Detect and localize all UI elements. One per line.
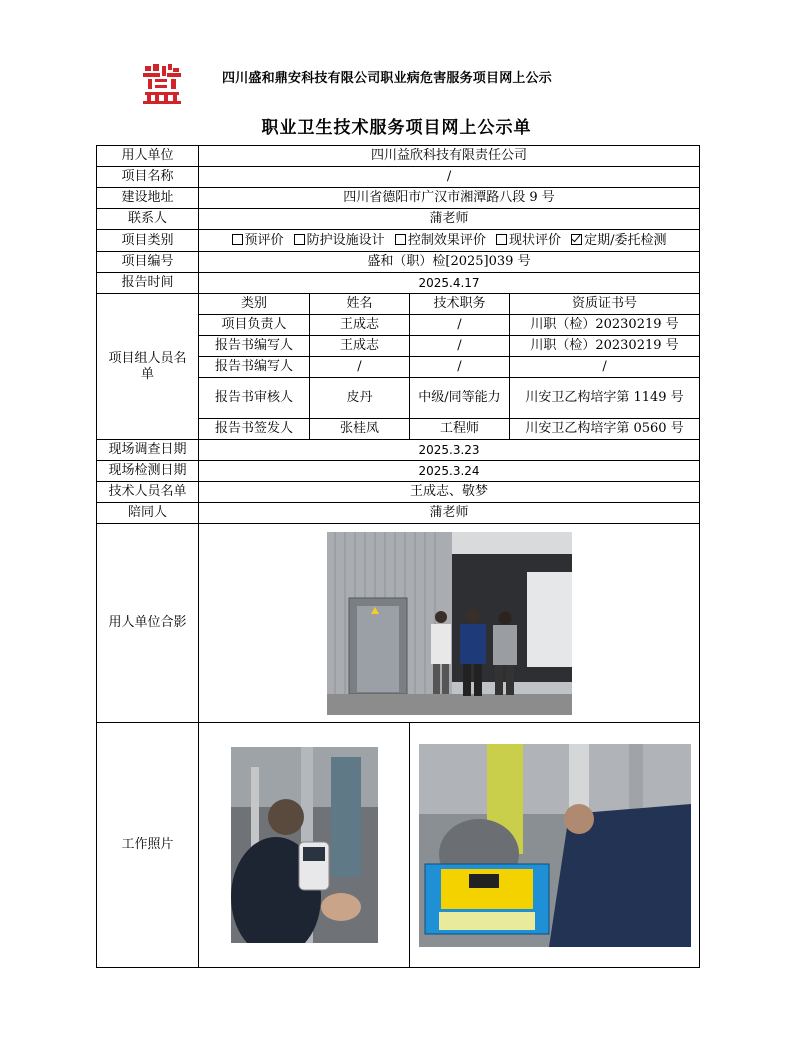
member-title: / xyxy=(410,315,510,336)
report-time-value: 2025.4.17 xyxy=(199,273,700,294)
team-header-row xyxy=(97,294,700,315)
option-label: 防护设施设计 xyxy=(306,232,385,248)
team-header-cert: 资质证书号 xyxy=(510,294,700,315)
row-contact xyxy=(97,209,700,230)
member-name: 王成志 xyxy=(310,336,410,357)
option-control-effect[interactable] xyxy=(395,233,486,248)
notice-table xyxy=(96,145,700,968)
address-label: 建设地址 xyxy=(97,188,199,209)
contact-label: 联系人 xyxy=(97,209,199,230)
shenghe-seal-logo-icon xyxy=(143,64,181,104)
project-name-value: / xyxy=(199,167,700,188)
project-type-options xyxy=(199,230,700,252)
row-address xyxy=(97,188,700,209)
work-photo-cell-1 xyxy=(199,723,410,968)
document-title: 职业卫生技术服务项目网上公示单 xyxy=(261,118,532,138)
member-cert: 川职（检）20230219 号 xyxy=(510,315,700,336)
project-no-label: 项目编号 xyxy=(97,252,199,273)
checkbox-control-effect[interactable] xyxy=(395,234,406,245)
member-role: 报告书签发人 xyxy=(199,419,310,440)
member-role: 报告书编写人 xyxy=(199,336,310,357)
option-status-evaluation[interactable] xyxy=(496,233,561,248)
team-header-role: 类别 xyxy=(199,294,310,315)
option-label: 预评价 xyxy=(244,232,284,248)
member-title: 工程师 xyxy=(410,419,510,440)
group-photo xyxy=(327,532,572,715)
checkbox-status-evaluation[interactable] xyxy=(496,234,507,245)
company-header-title: 四川盛和鼎安科技有限公司职业病危害服务项目网上公示 xyxy=(222,71,553,86)
row-technicians xyxy=(97,482,700,503)
option-periodic-detection[interactable] xyxy=(571,233,666,248)
option-protection-design[interactable] xyxy=(294,233,385,248)
row-group-photo xyxy=(97,524,700,723)
row-detect-date xyxy=(97,461,700,482)
row-escort xyxy=(97,503,700,524)
escort-value: 蒲老师 xyxy=(199,503,700,524)
team-header-title: 技术职务 xyxy=(410,294,510,315)
member-role: 报告书审核人 xyxy=(199,378,310,419)
checkbox-pre-evaluation[interactable] xyxy=(232,234,243,245)
survey-date-label: 现场调查日期 xyxy=(97,440,199,461)
work-photo-dust-sampler xyxy=(419,744,691,947)
project-no-value: 盛和（职）检[2025]039 号 xyxy=(199,252,700,273)
row-report-time xyxy=(97,273,700,294)
checkbox-protection-design[interactable] xyxy=(294,234,305,245)
group-photo-cell xyxy=(199,524,700,723)
member-title: 中级/同等能力 xyxy=(410,378,510,419)
member-name: 张桂凤 xyxy=(310,419,410,440)
group-photo-label: 用人单位合影 xyxy=(97,524,199,723)
work-photo-noise-meter xyxy=(231,747,378,943)
checkbox-periodic-detection[interactable] xyxy=(571,234,582,245)
technicians-label: 技术人员名单 xyxy=(97,482,199,503)
member-cert: / xyxy=(510,357,700,378)
member-cert: 川职（检）20230219 号 xyxy=(510,336,700,357)
row-project-name xyxy=(97,167,700,188)
member-cert: 川安卫乙构培字第 0560 号 xyxy=(510,419,700,440)
row-project-no xyxy=(97,252,700,273)
member-name: 王成志 xyxy=(310,315,410,336)
report-time-label: 报告时间 xyxy=(97,273,199,294)
row-survey-date xyxy=(97,440,700,461)
row-employer xyxy=(97,146,700,167)
option-label: 定期/委托检测 xyxy=(584,232,667,248)
option-label: 控制效果评价 xyxy=(407,232,486,248)
project-type-label: 项目类别 xyxy=(97,230,199,252)
detect-date-value: 2025.3.24 xyxy=(199,461,700,482)
project-name-label: 项目名称 xyxy=(97,167,199,188)
address-value: 四川省德阳市广汉市湘潭路八段 9 号 xyxy=(199,188,700,209)
member-role: 项目负责人 xyxy=(199,315,310,336)
row-work-photos xyxy=(97,723,700,968)
page-header xyxy=(0,58,793,108)
detect-date-label: 现场检测日期 xyxy=(97,461,199,482)
option-label: 现状评价 xyxy=(508,232,561,248)
escort-label: 陪同人 xyxy=(97,503,199,524)
survey-date-value: 2025.3.23 xyxy=(199,440,700,461)
member-role: 报告书编写人 xyxy=(199,357,310,378)
row-project-type xyxy=(97,230,700,252)
member-name: / xyxy=(310,357,410,378)
member-title: / xyxy=(410,336,510,357)
member-name: 皮丹 xyxy=(310,378,410,419)
work-photo-cell-2 xyxy=(410,723,700,968)
contact-value: 蒲老师 xyxy=(199,209,700,230)
team-label: 项目组人员名单 xyxy=(97,294,199,440)
option-pre-evaluation[interactable] xyxy=(232,233,284,248)
employer-value: 四川益欣科技有限责任公司 xyxy=(199,146,700,167)
technicians-value: 王成志、敬梦 xyxy=(199,482,700,503)
work-photos-label: 工作照片 xyxy=(97,723,199,968)
team-header-name: 姓名 xyxy=(310,294,410,315)
member-cert: 川安卫乙构培字第 1149 号 xyxy=(510,378,700,419)
employer-label: 用人单位 xyxy=(97,146,199,167)
member-title: / xyxy=(410,357,510,378)
